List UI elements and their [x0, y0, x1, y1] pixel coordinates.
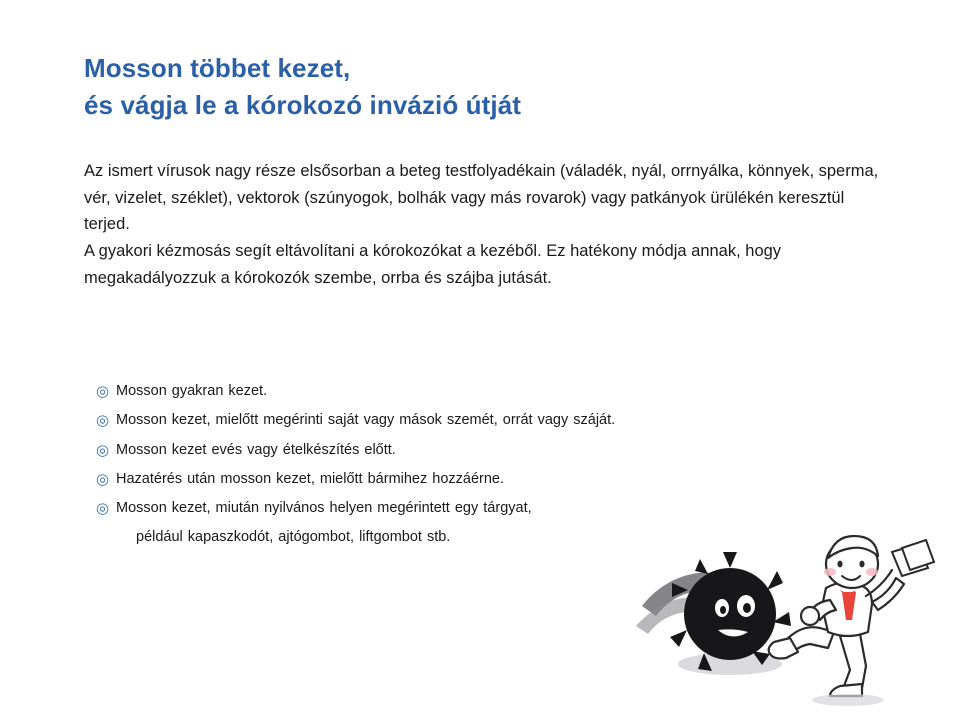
left-margin-bar [0, 0, 22, 720]
bullet-marker-icon: ◎ [96, 383, 110, 400]
title-line-2: és vágja le a kórokozó invázió útját [84, 89, 522, 120]
body-text [84, 158, 884, 292]
bullet-marker-icon: ◎ [96, 441, 110, 459]
list-item-label: Mosson kezet, mielőtt megérinti saját vagy mások szemét, orrát vagy száját. [116, 412, 616, 429]
page-title [84, 50, 844, 124]
list-item-label: Hazatérés után mosson kezet, mielőtt bármihez hozzáérne. [116, 470, 505, 487]
list-item [96, 441, 896, 461]
list-item [96, 411, 896, 431]
paragraph-1: Az ismert vírusok nagy része elsősorban a beteg testfolyadékain (váladék, nyál, orrnyálka, könnyek, sperma, vér, vizelet, széklet), vektorok (szúnyogok, bolhák vagy más rovarok) vagy patkányok ürülékén keresztül terjed. [84, 162, 879, 234]
list-item-label-continuation: például kapaszkodót, ajtógombot, liftgombot stb. [136, 528, 451, 545]
list-item-label: Mosson kezet evés vagy ételkészítés előtt. [116, 441, 396, 458]
cartoon-person-kicking-germ-ball-illustration [634, 518, 954, 708]
list-item-label-main: Mosson kezet, miután nyilvános helyen megérintett egy tárgyat, [116, 500, 532, 516]
paragraph-2: A gyakori kézmosás segít eltávolítani a kórokozókat a kezéből. Ez hatékony módja annak, hogy megakadályozzuk a kórokozók szembe, orrba és szájba jutását. [84, 242, 782, 287]
list-item-label: Mosson gyakran kezet. [116, 383, 268, 399]
bullet-marker-icon: ◎ [96, 470, 110, 488]
list-item [96, 470, 896, 490]
list-item [96, 382, 896, 402]
bullet-marker-icon: ◎ [96, 412, 110, 430]
title-line-1: Mosson többet kezet, [84, 53, 351, 83]
bullet-marker-icon: ◎ [96, 500, 110, 517]
